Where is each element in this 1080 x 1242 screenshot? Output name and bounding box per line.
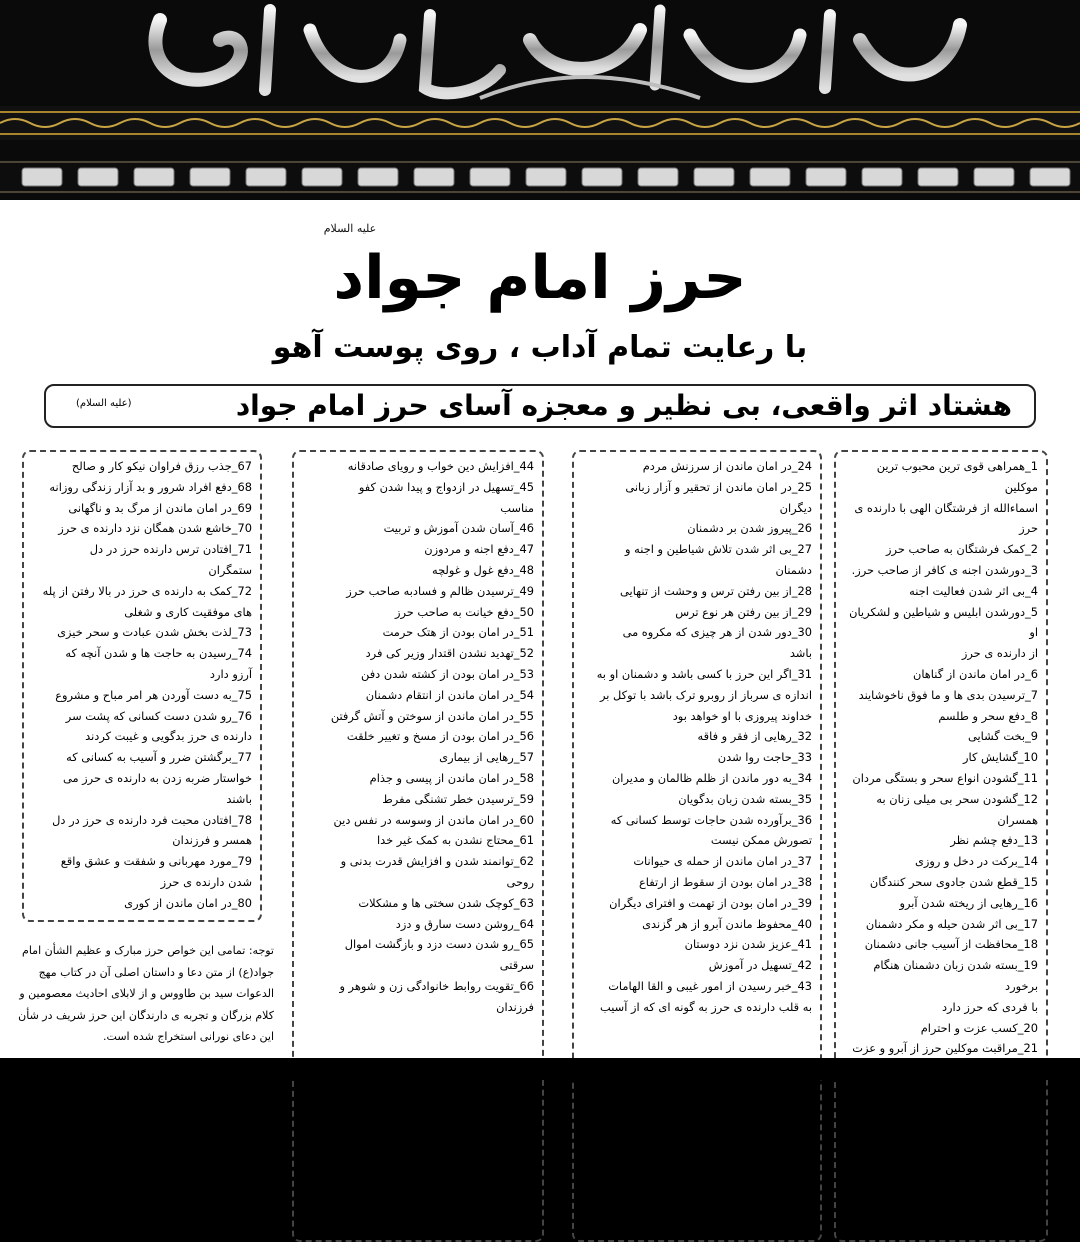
benefit-line: 33_حاجت روا شدن (717, 750, 812, 765)
bottom-border (0, 1058, 1080, 1080)
benefit-line: 79_مورد مهربانی و شفقت و عشق واقع (60, 854, 252, 869)
title-honorific: علیه السلام (323, 222, 377, 235)
benefit-line: از دارنده ی حرز (961, 646, 1038, 661)
benefit-line: 10_گشایش کار (963, 750, 1038, 765)
source-note: توجه: تمامی این خواص حرز مبارک و عظیم الشأن امام جواد(ع) از متن دعا و داستان اصلی آن در کتاب مهج الدعوات سید بن طاووس و از لابلای احادیث معصومین و کلام بزرگان و تجربه ی دارندگان این حرز شریف در شأن این دعای نورانی استخراج شده است. (18, 944, 274, 1043)
benefit-line: 34_به دور ماندن از ظلم ظالمان و مدیران (611, 770, 812, 785)
benefit-line: باشد (789, 646, 812, 661)
benefit-line: 37_در امان ماندن از حمله ی حیوانات (633, 854, 812, 869)
benefit-line: اندازه ی سرباز از روبرو ترک باشد با توکل بر (599, 687, 812, 702)
benefit-line: 2_کمک فرشتگان به صاحب حرز (886, 542, 1038, 557)
benefit-line: 11_گشودن انواع سحر و بستگی مردان (852, 770, 1038, 785)
benefit-line: 66_تقویت روابط خانوادگی زن و شوهر و (339, 978, 534, 993)
benefit-line: 30_دور شدن از هر چیزی که مکروه می (622, 625, 812, 640)
benefit-line: 1_همراهی قوی ترین محبوب ترین موکلین (876, 459, 1038, 494)
benefit-line: دارنده ی حرز بدگویی و غیبت کردند (85, 729, 252, 744)
benefit-line: 52_تهدید نشدن اقتدار وزیر کی فرد (365, 646, 534, 661)
benefit-line: 4_بی اثر شدن فعالیت اجنه (909, 583, 1038, 598)
benefit-line: 42_تسهیل در آموزش (708, 958, 812, 973)
benefit-line: 25_در امان ماندن از تحقیر و آزار زبانی (625, 479, 812, 494)
benefit-line: 59_ترسیدن خطر تشنگی مفرط (382, 791, 534, 806)
benefits-column-1 (834, 450, 1048, 1242)
benefit-line: اسماءالله از فرشتگان الهی با دارنده ی حرز (854, 500, 1038, 536)
benefit-line: 58_در امان ماندن از پیسی و جذام (369, 770, 534, 785)
ornamental-border-plaques (0, 160, 1080, 194)
benefit-line: 21_مراقبت موکلین حرز از آبرو و عزت (852, 1041, 1038, 1056)
subtitle: با رعایت تمام آداب ، روی پوست آهو (272, 330, 808, 365)
benefit-line: 40_محفوظ ماندن آبرو از هر گزندی (642, 916, 812, 931)
benefit-line: 71_افتادن ترس دارنده حرز در دل (89, 542, 252, 557)
benefit-line: 28_از بین رفتن ترس و وحشت از تنهایی (620, 583, 812, 598)
benefit-line: 80_در امان ماندن از کوری (124, 895, 252, 910)
benefit-line: 36_برآورده شدن حاجات توسط کسانی که (610, 812, 812, 827)
benefit-line: خداوند پیروزی با او خواهد بود (672, 708, 812, 723)
headline-box (44, 384, 1036, 428)
benefit-line: آرزو دارد (209, 666, 252, 681)
benefit-line: دیگران (779, 500, 812, 515)
benefit-line: 19_بسته شدن زبان دشمنان هنگام برخورد (873, 958, 1038, 993)
benefit-line: 15_قطع شدن جادوی سحر کنندگان (869, 874, 1038, 889)
benefit-line: 62_توانمند شدن و افزایش قدرت بدنی و (340, 854, 534, 869)
benefit-line: 73_لذت بخش شدن عبادت و سحر خیزی (57, 625, 252, 640)
benefits-column-4 (22, 450, 262, 922)
benefit-line: 55_در امان ماندن از سوختن و آتش گرفتن (330, 708, 534, 723)
benefit-line: ستمگران (208, 562, 252, 577)
benefit-line: همسر و فرزندان (172, 833, 252, 848)
benefit-line: با فردی که حرز دارد (941, 999, 1038, 1014)
page-title: حرز امام جواد (333, 243, 747, 313)
benefit-line: 13_دفع چشم نظر (950, 833, 1038, 848)
benefit-line: شخصیت و جایگاه فرد (934, 1103, 1038, 1118)
benefit-line: 61_محتاج نشدن به کمک غیر خدا (376, 833, 534, 848)
benefit-line: 20_کسب عزت و احترام (920, 1020, 1038, 1035)
headline-honorific: (علیه السلام) (76, 398, 132, 409)
benefit-line: 16_رهایی از ریخته شدن آبرو (899, 895, 1038, 910)
benefit-line: 8_دفع سحر و طلسم (938, 708, 1038, 723)
benefit-line: 78_افتادن محبت فرد دارنده ی حرز در دل (52, 812, 252, 827)
benefit-line: 18_محافظت از آسیب جانی دشمنان (864, 937, 1038, 952)
benefit-line: 49_ترسیدن ظالم و فسادبه صاحب حرز (346, 583, 534, 598)
benefit-line: فرزندان (496, 999, 534, 1014)
benefit-line: های موفقیت کاری و شغلی (124, 604, 252, 619)
benefit-line: 65_رو شدن دست دزد و بازگشت اموال (344, 937, 534, 952)
benefit-line: 27_بی اثر شدن تلاش شیاطین و اجنه و (625, 542, 812, 557)
benefit-line: 60_در امان ماندن از وسوسه در نفس دین (333, 812, 534, 827)
benefit-line: 63_کوچک شدن سختی ها و مشکلات (358, 895, 534, 910)
benefit-line: 50_دفع خیانت به صاحب حرز (394, 604, 534, 619)
benefit-line: 12_گشودن سحر بی میلی زنان به همسران (876, 791, 1038, 827)
headline-text: هشتاد اثر واقعی، بی نظیر و معجزه آسای حرز امام جواد (235, 389, 1012, 422)
benefit-line: 57_رهایی از بیماری (439, 750, 534, 765)
ornamental-border-gold (0, 106, 1080, 140)
benefit-line: 43_خبر رسیدن از امور غیبی و القا الهامات (608, 978, 812, 993)
benefit-line: 5_دورشدن ابلیس و شیاطین و لشکریان او (849, 604, 1038, 640)
benefit-line: 31_اگر این حرز با کسی باشد و دشمنان او به (596, 666, 812, 681)
benefit-line: 6_در امان ماندن از گناهان (912, 666, 1038, 681)
content-area (0, 200, 1080, 1139)
benefit-line: به قلب دارنده ی حرز به گونه ای که از آسیب (600, 999, 812, 1014)
benefit-line: 29_از بین رفتن هر نوع ترس (675, 604, 812, 619)
benefit-line: 77_برگشتن ضرر و آسیب به کسانی که (66, 750, 252, 765)
benefit-line: 22_عدم توفیق دشمنان بر تخریب (878, 1082, 1038, 1097)
benefit-line: 54_در امان ماندن از انتقام دشمنان (365, 687, 534, 702)
benefit-line: مناسب (500, 500, 534, 515)
benefit-line: 72_کمک به دارنده ی حرز در بالا رفتن از پله (42, 583, 252, 598)
benefit-line: 51_در امان بودن از هتک حرمت (382, 625, 534, 640)
benefit-line: 75_به دست آوردن هر امر مباح و مشروع (55, 687, 252, 702)
benefit-line: تصورش ممکن نیست (710, 833, 812, 848)
benefit-line: 38_در امان بودن از سقوط از ارتفاع (638, 874, 812, 889)
benefit-line: 26_پیروز شدن بر دشمنان (687, 521, 812, 536)
benefit-line: 70_خاشع شدن همگان نزد دارنده ی حرز (58, 521, 252, 536)
benefit-line: 45_تسهیل در ازدواج و پیدا شدن کفو (358, 479, 534, 494)
benefit-line: 41_عزیز شدن نزد دوستان (684, 937, 812, 952)
benefits-column-2 (572, 450, 822, 1242)
benefit-line: 53_در امان بودن از کشته شدن دفن (361, 666, 534, 681)
benefit-line: دشمنان (775, 562, 812, 577)
benefit-line: 47_دفع اجنه و مردوزن (424, 542, 534, 557)
benefit-line: سرقتی (499, 958, 534, 973)
benefit-line: 39_در امان بودن از تهمت و افترای دیگران (609, 895, 812, 910)
benefit-line: 35_بسته شدن زبان بدگویان (678, 791, 812, 806)
benefit-line: 68_دفع افراد شرور و بد آزار زندگی روزانه (49, 479, 252, 494)
header-banner (0, 0, 1080, 200)
benefit-line: 46_آسان شدن آموزش و تربیت (383, 521, 534, 536)
benefit-line: شدن دارنده ی حرز (160, 874, 252, 889)
benefit-line: 76_رو شدن دست کسانی که پشت سر (65, 708, 252, 723)
benefit-line: 24_در امان ماندن از سرزنش مردم (642, 459, 812, 473)
benefit-line: 17_بی اثر شدن حیله و مکر دشمنان (865, 916, 1038, 931)
benefits-column-3 (292, 450, 544, 1242)
benefit-line: باشند (226, 791, 252, 806)
benefit-line: 69_در امان ماندن از مرگ بد و ناگهانی (68, 500, 252, 515)
benefit-line: 67_جذب رزق فراوان نیکو کار و صالح (71, 459, 252, 473)
benefit-line: 56_در امان بودن از مسخ و تغییر خلقت (346, 729, 534, 744)
benefit-line: خواستار ضربه زدن به دارنده ی حرز می (62, 770, 252, 785)
benefit-line: 7_ترسیدن بدی ها و ما فوق ناخوشایند (858, 687, 1038, 702)
benefit-line: 48_دفع غول و غولچه (431, 562, 534, 577)
benefit-line: 23_مراقبت از انواع بیماری ها (896, 1124, 1038, 1139)
benefit-line: 32_رهایی از فقر و فاقه (697, 729, 812, 744)
benefit-line: 74_رسیدن به حاجت ها و شدن آنچه که (65, 646, 252, 661)
benefit-line: روحی (506, 874, 534, 889)
benefit-line: 3_دورشدن اجنه ی کافر از صاحب حرز. (851, 562, 1038, 577)
benefit-line: 14_برکت در دخل و روزی (915, 854, 1038, 869)
benefit-line: 44_افزایش دین خواب و رویای صادقانه (347, 459, 534, 473)
benefit-line: 9_بخت گشایی (968, 729, 1038, 744)
benefit-line: 64_روشن دست سارق و دزد (395, 916, 534, 931)
